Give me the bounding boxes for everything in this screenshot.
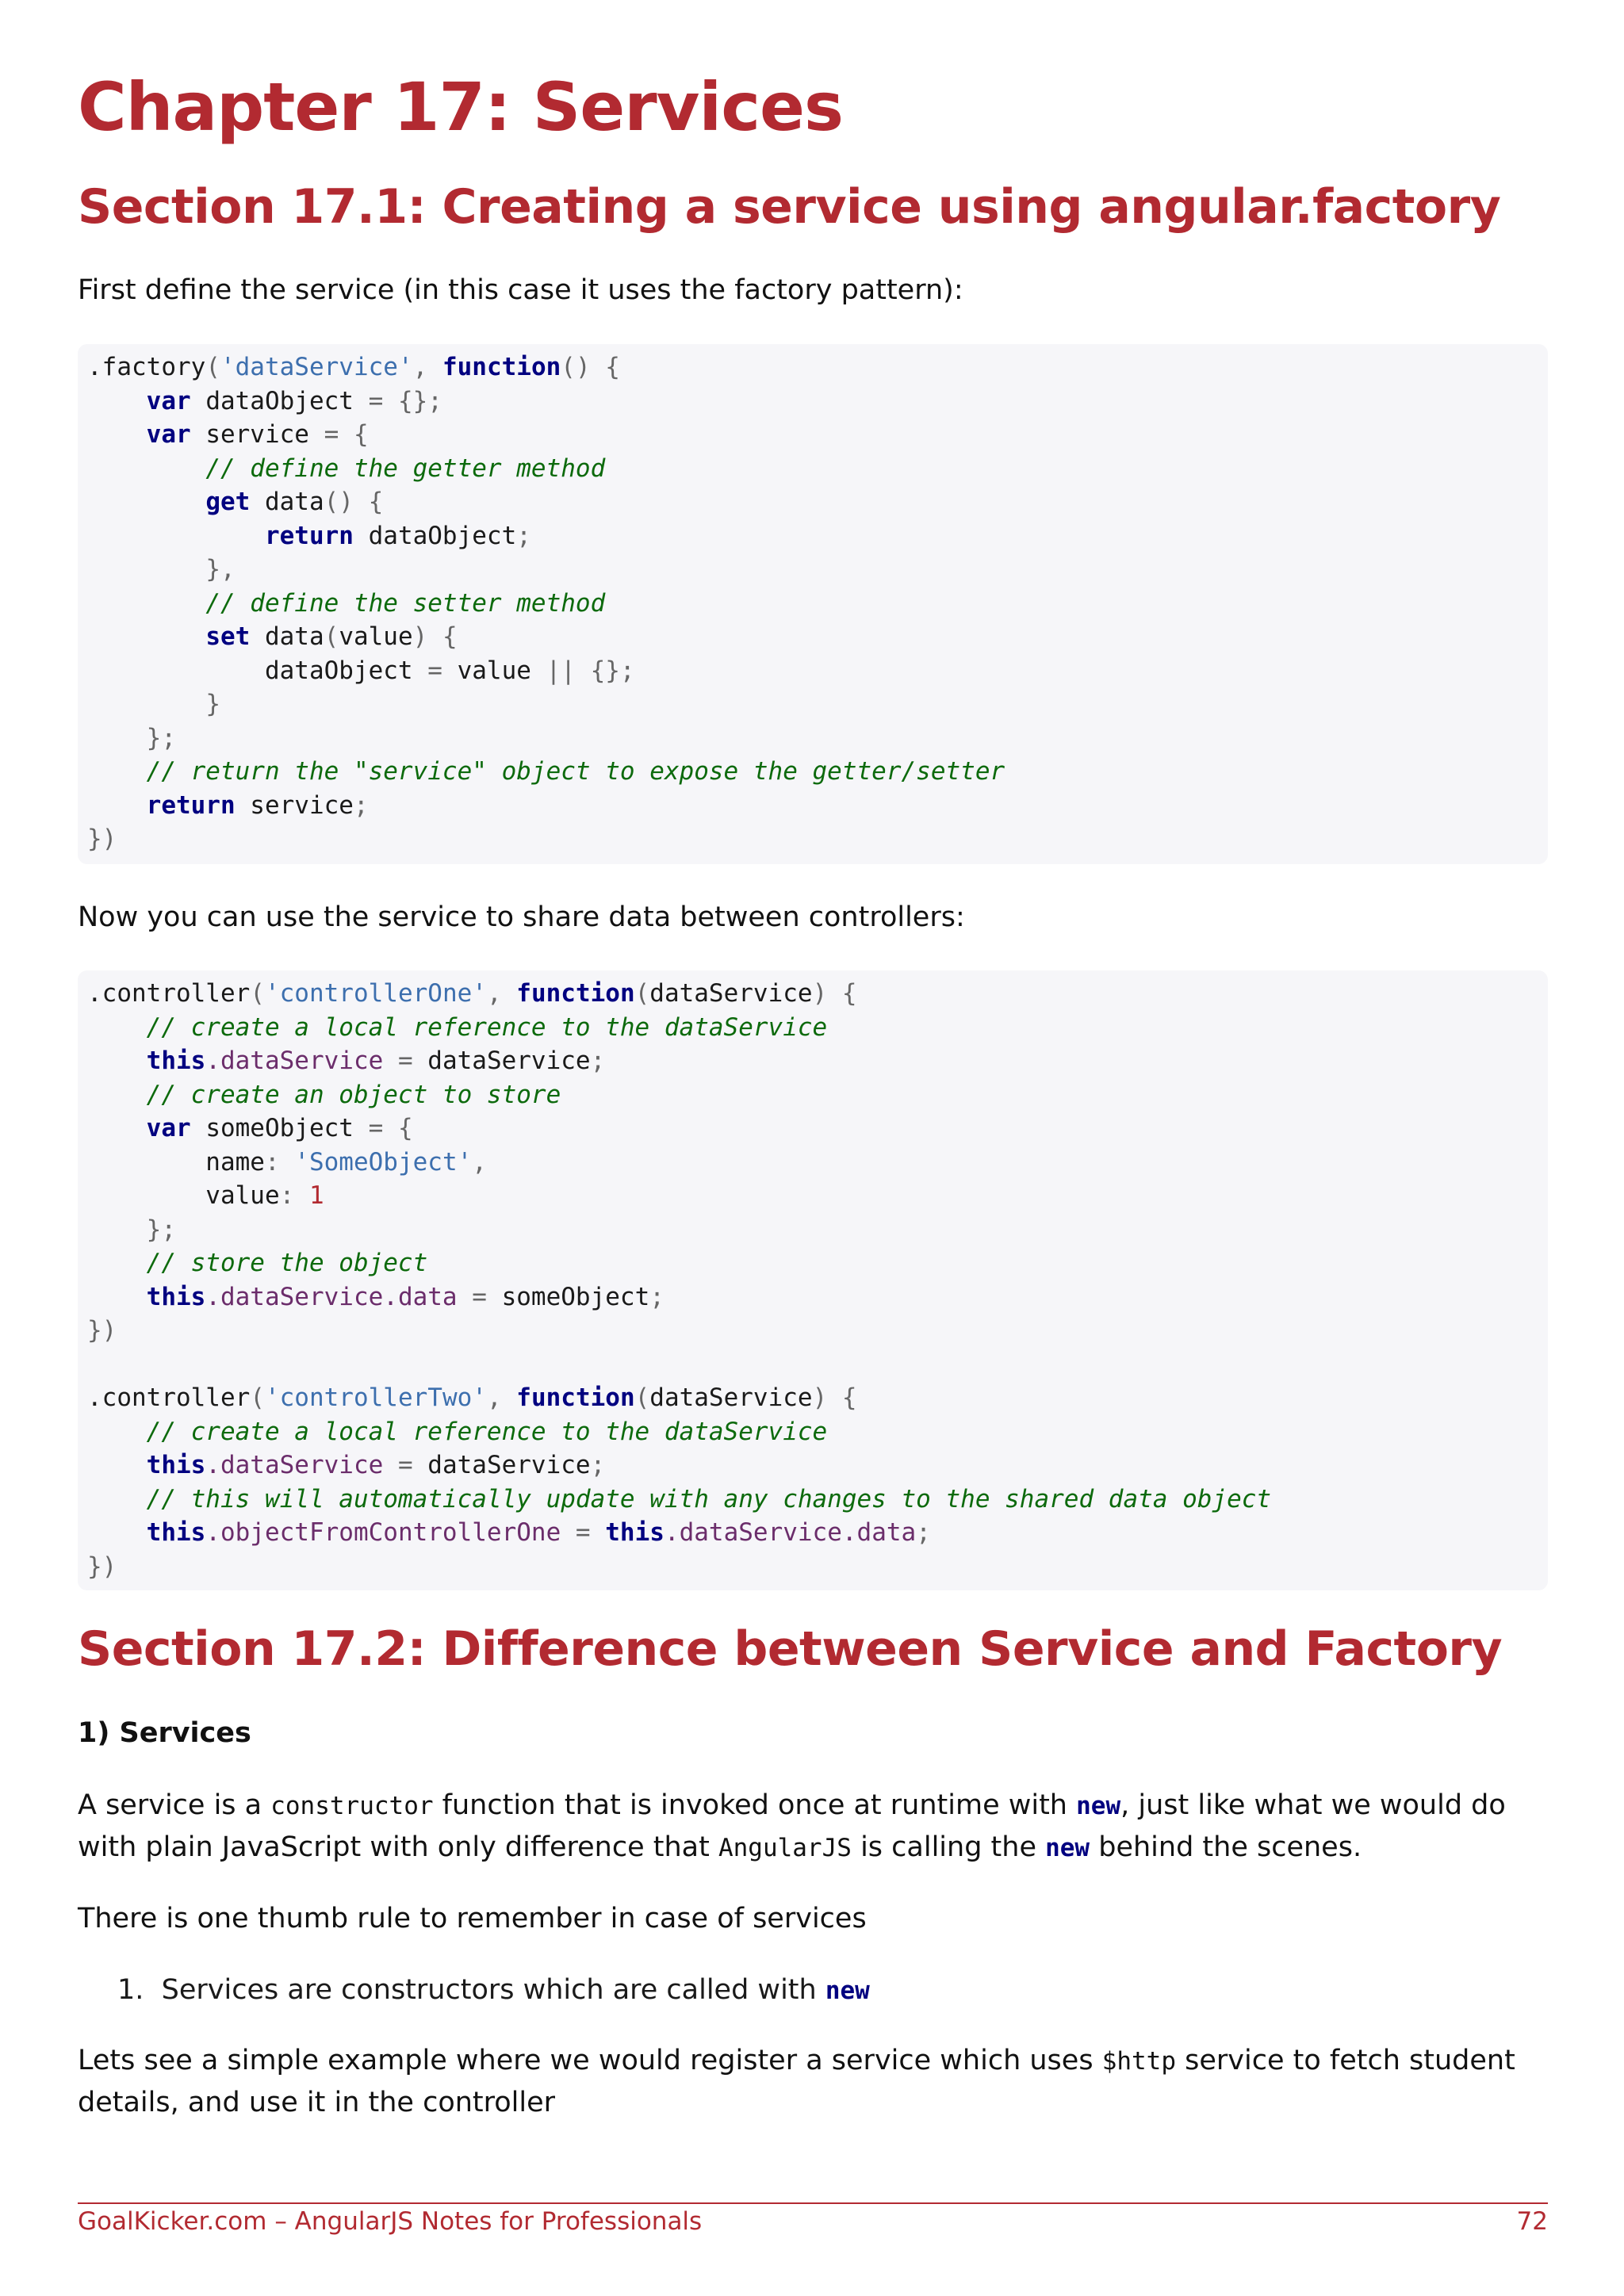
inline-code-constructor: constructor xyxy=(270,1792,434,1820)
section-17-1-mid-text: Now you can use the service to share data between controllers: xyxy=(78,901,965,933)
inline-keyword-new: new xyxy=(1045,1834,1090,1862)
list-number: 1. xyxy=(117,1974,144,2006)
code-controllers: .controller('controllerOne', function(dataService) { // create a local reference to the dataService this.dataService = dataService; // create an object to store var someObject = { name: 'SomeObject', value: 1 }; // store the object this.dataService.data = someObject; }) .controller('controllerTwo', function(dataService) { // create a local reference to the dataService this.dataService = dataService; // this will automatically update with any changes to the shared data object this.objectFromControllerOne = this.dataService.data; }) xyxy=(87,979,1272,1581)
inline-code-http: $http xyxy=(1101,2047,1177,2076)
section-17-1-title: Section 17.1: Creating a service using angular.factory xyxy=(78,179,1501,235)
footer-source: GoalKicker.com – AngularJS Notes for Professionals xyxy=(78,2207,703,2236)
section-17-2-paragraph-1: A service is a constructor function that is invoked once at runtime with new, just like what we would do with plain JavaScript with only difference that AngularJS is calling the new behind the scenes. xyxy=(78,1789,1506,1863)
code-factory: .factory('dataService', function() { var dataObject = {}; var service = { // define the getter method get data() { return dataObject; }, // define the setter method set data(value) { dataObject = value || {}; } }; // return the "service" object to expose the getter/setter return service; }) xyxy=(87,353,1005,853)
list-item xyxy=(117,1969,870,2011)
section-17-2-paragraph-3: Lets see a simple example where we would register a service which uses $http service to fetch student details, and use it in the controller xyxy=(78,2045,1515,2118)
inline-keyword-new: new xyxy=(1076,1792,1121,1820)
code-block-factory xyxy=(78,344,1548,864)
section-17-2-title: Section 17.2: Difference between Service and Factory xyxy=(78,1621,1503,1677)
footer-divider xyxy=(78,2202,1548,2204)
code-block-controllers xyxy=(78,970,1548,1590)
list-text: Services are constructors which are called with xyxy=(161,1974,825,2006)
inline-code-angularjs: AngularJS xyxy=(718,1834,852,1862)
section-17-1-intro: First define the service (in this case it uses the factory pattern): xyxy=(78,274,963,306)
footer-page-number: 72 xyxy=(1516,2207,1548,2236)
section-17-2-subheading: 1) Services xyxy=(78,1717,251,1749)
section-17-2-paragraph-2: There is one thumb rule to remember in case of services xyxy=(78,1903,867,1934)
chapter-title: Chapter 17: Services xyxy=(78,68,843,146)
inline-keyword-new: new xyxy=(825,1976,870,2005)
